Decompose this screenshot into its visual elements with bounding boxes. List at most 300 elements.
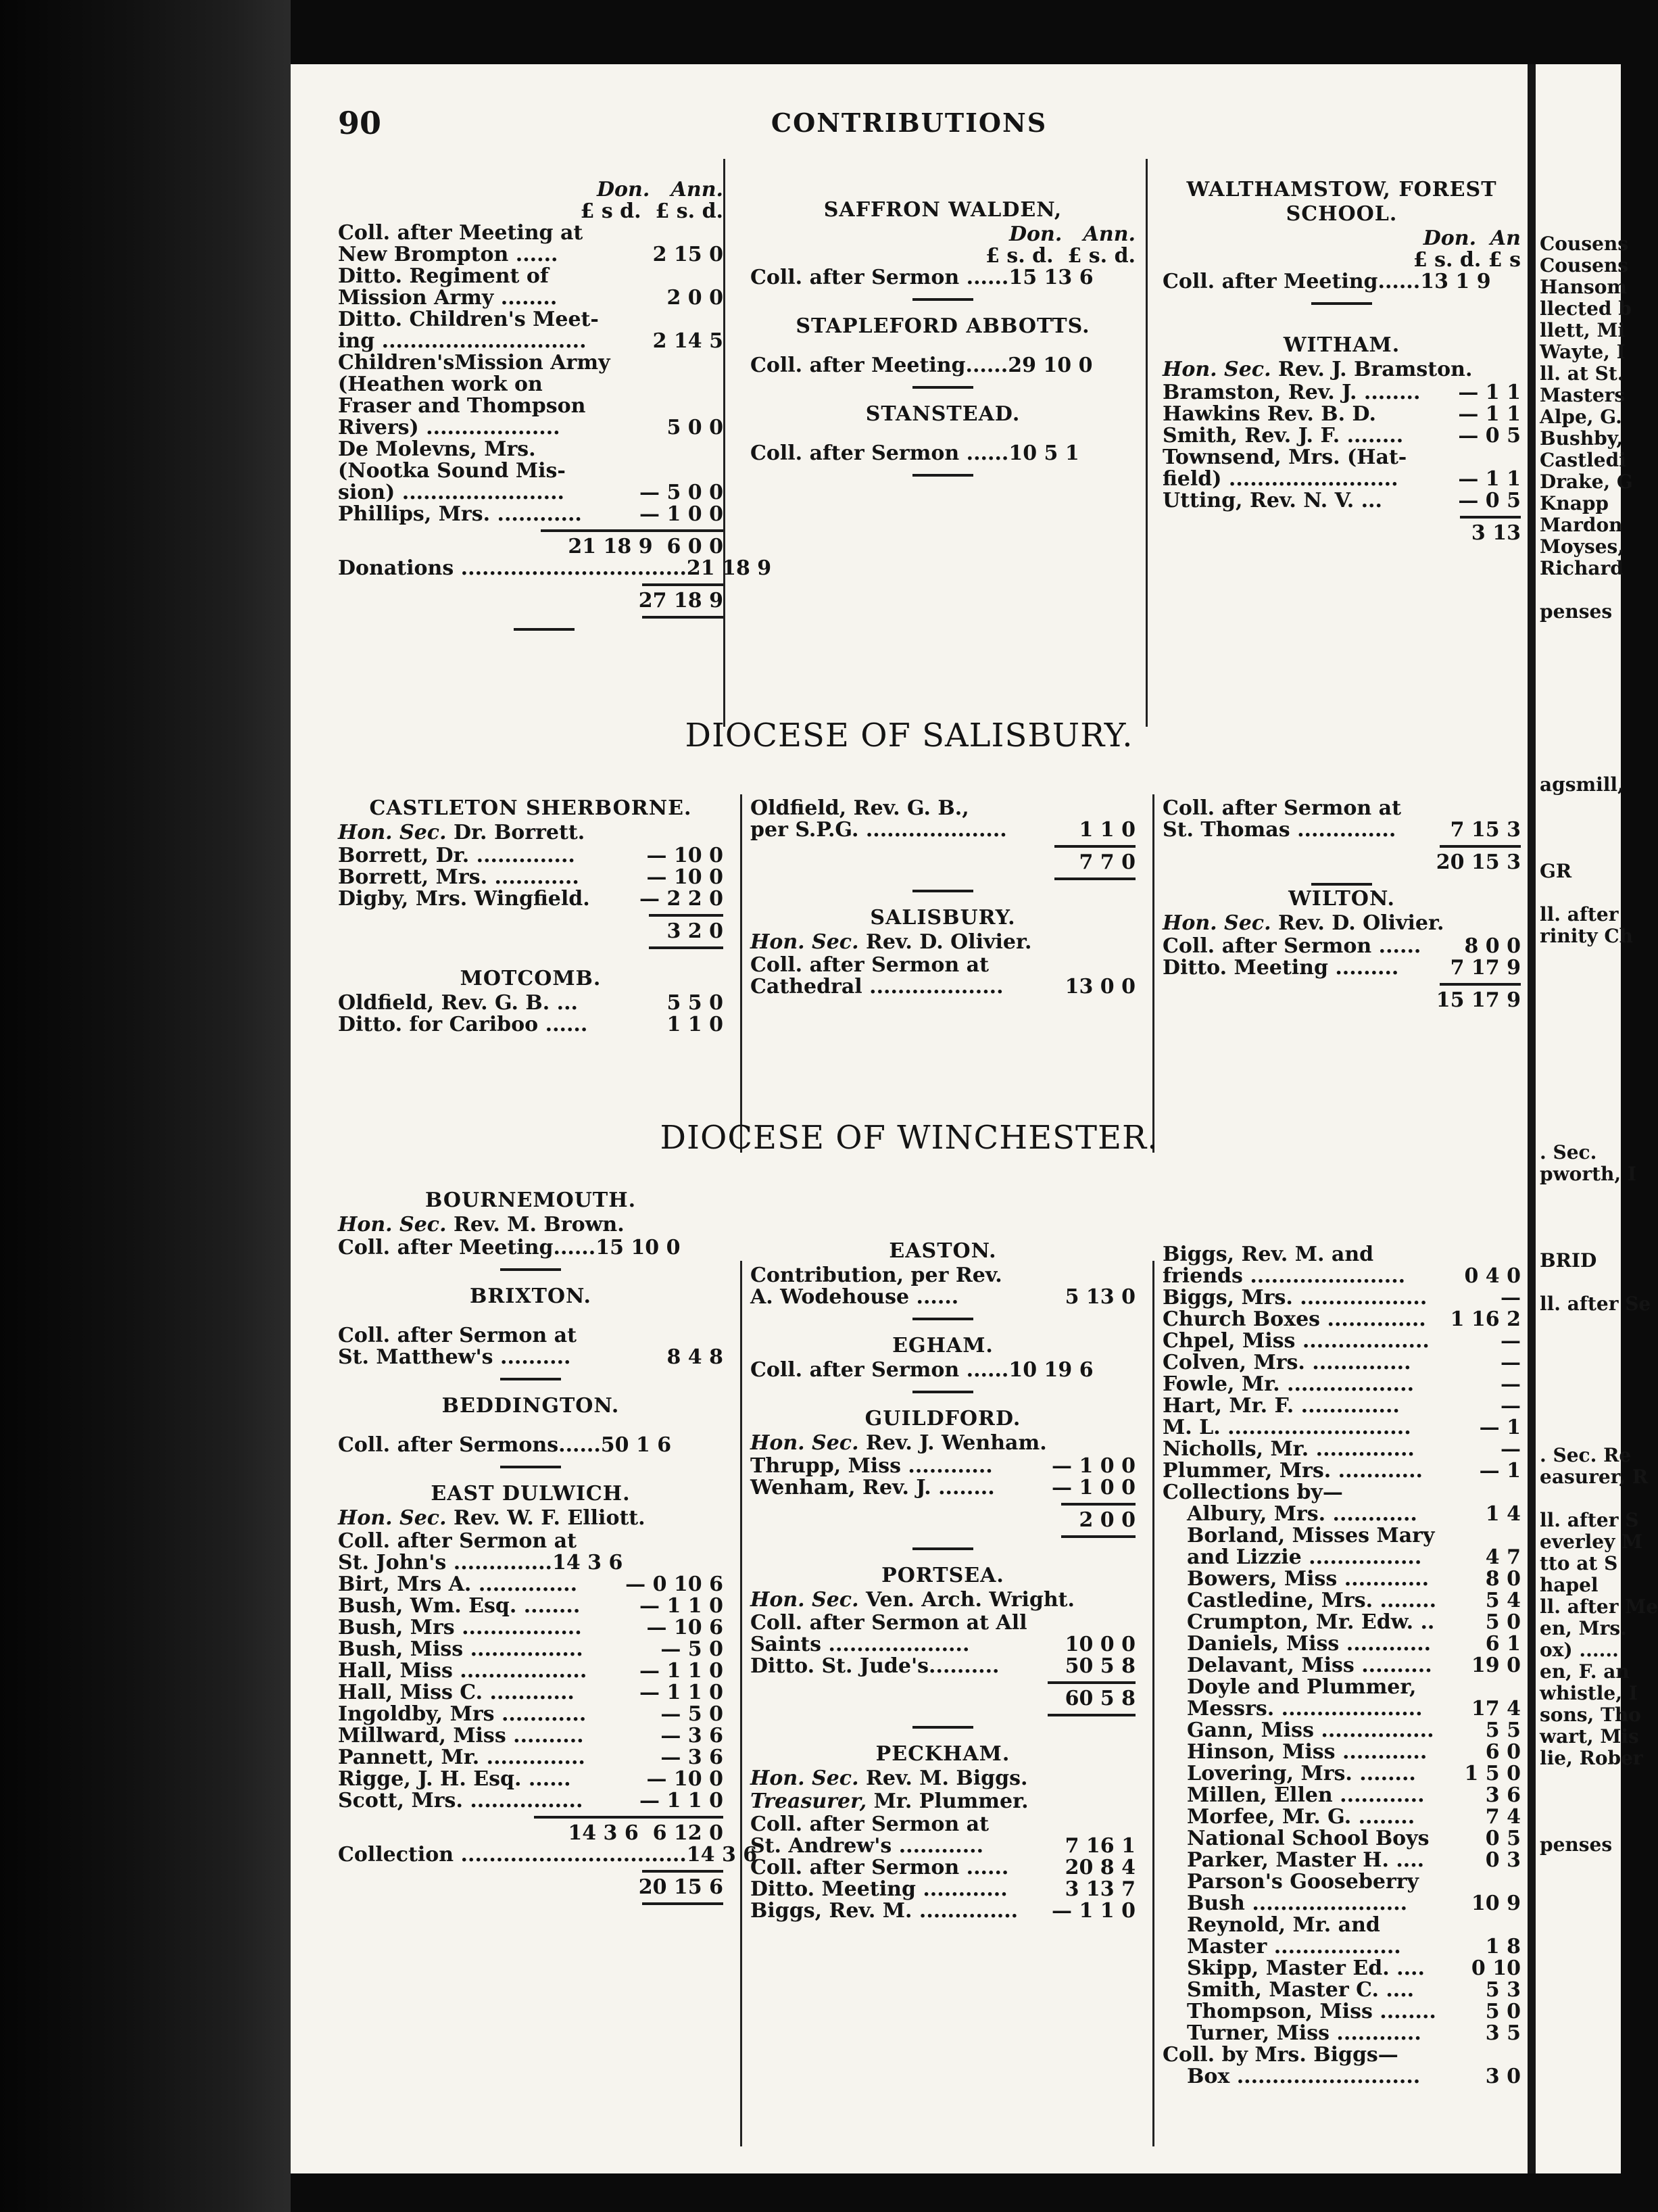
section-title: EAST DULWICH. [431, 1482, 631, 1506]
running-head: CONTRIBUTIONS [771, 107, 1048, 138]
entry-line [338, 845, 723, 867]
sum-rule [642, 583, 723, 586]
entry-line: Coll. after Sermon ......15 13 6 [750, 266, 1094, 289]
entry-amount: — 2 2 0 [639, 887, 723, 911]
facing-page-line: GR [1540, 860, 1572, 882]
entry-amount: — 1 0 0 [1052, 1454, 1136, 1478]
facing-page-edge [1536, 64, 1658, 2173]
entry-text: Bramston, Rev. J. ........ [1163, 381, 1421, 404]
entry-amount: — 1 1 0 [639, 1594, 723, 1618]
entry-text: New Brompton ...... [338, 243, 558, 266]
entry-line: Coll. after Meeting......15 10 0 [338, 1236, 681, 1259]
entry-text: Pannett, Mr. .............. [338, 1746, 585, 1769]
entry-text: Colven, Mrs. .............. [1163, 1351, 1411, 1374]
section-divider [912, 1547, 973, 1550]
entry-text: (Heathen work on [338, 372, 543, 396]
column-header: Don. Ann. [1009, 222, 1136, 246]
facing-page-line: . Sec. [1540, 1141, 1597, 1163]
entry-line [1163, 1525, 1521, 1547]
entry-line [1163, 1352, 1521, 1374]
column-2-winchester [750, 1241, 1136, 1922]
hon-sec: Hon. Sec. Rev. D. Olivier. [1163, 911, 1444, 935]
section-title: SCHOOL. [1286, 202, 1398, 226]
entry-line: Coll. after Sermons......50 1 6 [338, 1433, 672, 1457]
sum-rule [1054, 845, 1136, 848]
entry-text: Mission Army ........ [338, 286, 558, 310]
facing-page-line: BRID [1540, 1249, 1597, 1272]
facing-page-line [1540, 1185, 1621, 1207]
entry-text: Lovering, Mrs. ........ [1187, 1762, 1416, 1785]
treasurer: Treasurer, Mr. Plummer. [750, 1789, 1029, 1813]
facing-page-line: tto at S [1540, 1552, 1618, 1574]
entry-line [338, 309, 723, 331]
section-title: WILTON. [1288, 887, 1395, 911]
entry-amount: 0 3 [1485, 1848, 1521, 1872]
entry-amount: 7 4 [1485, 1805, 1521, 1829]
hon-sec: Hon. Sec. Rev. D. Olivier. [750, 930, 1032, 954]
entry-text: Smith, Rev. J. F. ........ [1163, 424, 1404, 448]
facing-page-line: penses [1540, 600, 1613, 623]
entry-line [1163, 1330, 1521, 1352]
facing-page-line: Wayte, I [1540, 341, 1626, 363]
entry-amount: 1 5 0 [1464, 1762, 1521, 1785]
column-3-winchester [1163, 1244, 1521, 2088]
section-divider [912, 890, 973, 892]
entry-text: St. Thomas .............. [1163, 818, 1396, 842]
entry-amount: 4 7 [1485, 1545, 1521, 1569]
entry-text: Daniels, Miss ............ [1187, 1632, 1432, 1656]
entry-line [338, 1325, 723, 1347]
entry-line [1163, 1309, 1521, 1330]
entry-text: Smith, Master C. .... [1187, 1978, 1415, 2002]
entry-amount: — [1501, 1394, 1521, 1418]
facing-page-line: ll. after Me [1540, 1595, 1658, 1618]
entry-amount: 1 1 0 [666, 1013, 723, 1036]
entry-text: Messrs. .................... [1187, 1697, 1423, 1721]
entry-line [1163, 1828, 1521, 1850]
entry-amount: — 3 6 [660, 1724, 723, 1748]
section-title: BRIXTON. [469, 1284, 591, 1308]
facing-page-line: lie, Rober [1540, 1747, 1643, 1769]
entry-line [338, 417, 723, 439]
entry-amount: 6 1 [1485, 1632, 1521, 1656]
facing-page-line: agsmill, [1540, 773, 1624, 796]
entry-line [750, 1456, 1136, 1477]
column-header: Don. An [1423, 226, 1521, 250]
entry-line [338, 1704, 723, 1725]
facing-page-line [1540, 1228, 1621, 1250]
entry-text: Scott, Mrs. ................ [338, 1789, 583, 1812]
entry-line [1163, 382, 1521, 404]
entry-amount: 5 0 0 [666, 416, 723, 439]
facing-page-line [1540, 1272, 1621, 1293]
facing-page-line [1540, 969, 1621, 990]
entry-text: Townsend, Mrs. (Hat- [1163, 446, 1407, 469]
hon-sec: Hon. Sec. Rev. W. F. Elliott. [338, 1506, 645, 1530]
entry-amount: 19 0 [1471, 1654, 1521, 1677]
facing-page-line [1540, 947, 1621, 969]
section-divider [500, 1268, 561, 1271]
entry-line [338, 1747, 723, 1769]
page-90 [291, 64, 1528, 2173]
entry-line [338, 992, 723, 1014]
entry-line: Coll. after Meeting......29 10 0 [750, 354, 1093, 377]
entry-text: Castledine, Mrs. ........ [1187, 1589, 1437, 1612]
entry-line [1163, 1612, 1521, 1633]
entry-text: Plummer, Mrs. ............ [1163, 1459, 1423, 1483]
entry-line [1163, 1958, 1521, 1979]
entry-line [750, 819, 1136, 841]
sum-rule [642, 616, 723, 619]
entry-amount: — [1501, 1329, 1521, 1353]
entry-line [750, 1879, 1136, 1900]
entry-amount: 8 0 [1485, 1567, 1521, 1591]
entry-text: Hall, Miss C. ............ [338, 1681, 575, 1704]
entry-line [338, 1552, 723, 1574]
entry-line [1163, 1374, 1521, 1395]
total: 27 18 9 [638, 589, 723, 612]
section-title: GUILDFORD. [864, 1407, 1021, 1430]
column-rule [1146, 159, 1148, 727]
entry-text: Utting, Rev. N. V. ... [1163, 489, 1382, 512]
section-title: MOTCOMB. [460, 967, 602, 990]
entry-line [338, 1682, 723, 1704]
section-title: SAFFRON WALDEN, [823, 198, 1063, 222]
facing-page-line [1540, 1034, 1621, 1055]
entry-amount: 3 13 7 [1065, 1877, 1136, 1901]
facing-page-line: sons, Tho [1540, 1704, 1641, 1726]
facing-page-line [1540, 709, 1621, 731]
sum-rule [541, 529, 723, 532]
sum-rule [1048, 1681, 1136, 1684]
section-divider [1311, 302, 1372, 305]
section-title: EGHAM. [892, 1334, 994, 1357]
entry-text: Coll. after Sermon at [750, 953, 989, 977]
total: 20 15 3 [1436, 850, 1521, 874]
entry-line [338, 460, 723, 482]
entry-text: Coll. after Sermon at [1163, 796, 1401, 820]
entry-line [1163, 1482, 1521, 1504]
facing-page-line [1540, 1120, 1621, 1142]
entry-amount: 0 10 [1471, 1956, 1521, 1980]
entry-amount: 5 5 0 [666, 991, 723, 1015]
entry-text: Children'sMission Army [338, 351, 610, 375]
entry-amount: — 10 0 [646, 865, 723, 889]
facing-page-line [1540, 1358, 1621, 1380]
entry-text: Chpel, Miss .................. [1163, 1329, 1430, 1353]
entry-amount: 13 0 0 [1065, 975, 1136, 999]
facing-page-line [1540, 666, 1621, 688]
facing-page-line: ll. after S [1540, 1509, 1639, 1531]
section-title: EASTON. [889, 1239, 997, 1263]
facing-page-line: hapel [1540, 1574, 1599, 1596]
entry-line [750, 1857, 1136, 1879]
entry-text: Parson's Gooseberry [1187, 1870, 1419, 1894]
facing-page-line [1540, 1315, 1621, 1337]
column-header-units: £ s. d. £ s. d. [985, 244, 1136, 268]
entry-text: Skipp, Master Ed. .... [1187, 1956, 1425, 1980]
facing-page-line: . Sec. Re [1540, 1444, 1632, 1466]
entry-amount: — 1 1 [1458, 381, 1521, 404]
total: 20 15 6 [638, 1875, 723, 1899]
entry-line [750, 1612, 1136, 1634]
entry-text: Ingoldby, Mrs ............ [338, 1702, 587, 1726]
entry-line [1163, 936, 1521, 957]
total: 3 2 0 [666, 919, 723, 943]
entry-text: National School Boys [1187, 1827, 1430, 1850]
column-rule [740, 1261, 742, 2146]
entry-amount: — 1 1 [1458, 402, 1521, 426]
facing-page-line: Richard [1540, 557, 1624, 579]
entry-line [1163, 2001, 1521, 2023]
entry-amount: 1 8 [1485, 1935, 1521, 1958]
entry-line [1163, 1417, 1521, 1439]
entry-text: Oldfield, Rev. G. B., [750, 796, 969, 820]
facing-page-line: penses [1540, 1833, 1613, 1856]
entry-text: Wenham, Rev. J. ........ [750, 1476, 995, 1499]
entry-amount: 20 8 4 [1065, 1856, 1136, 1879]
entry-text: Fraser and Thompson [338, 394, 586, 418]
entry-text: A. Wodehouse ...... [750, 1285, 959, 1309]
entry-text: Bush, Wm. Esq. ........ [338, 1594, 581, 1618]
entry-text: Contribution, per Rev. [750, 1264, 1002, 1287]
facing-page-line [1540, 731, 1621, 752]
entry-line [750, 976, 1136, 998]
entry-amount: 5 5 [1485, 1718, 1521, 1742]
entry-line [1163, 1287, 1521, 1309]
entry-line [338, 888, 723, 910]
entry-line [1163, 1720, 1521, 1741]
facing-page-line [1540, 1207, 1621, 1228]
entry-line [1163, 1590, 1521, 1612]
section-divider [1311, 883, 1372, 886]
entry-line [750, 955, 1136, 976]
entry-text: Morfee, Mr. G. ........ [1187, 1805, 1415, 1829]
entry-line [1163, 425, 1521, 447]
hon-sec: Hon. Sec. Ven. Arch. Wright. [750, 1588, 1075, 1612]
entry-line [338, 374, 723, 395]
entry-text: Coll. by Mrs. Biggs— [1163, 2043, 1398, 2067]
section-divider [912, 1391, 973, 1393]
facing-page-line [1540, 1791, 1621, 1812]
entry-amount: 2 0 0 [666, 286, 723, 310]
facing-page-line: easurer, R [1540, 1466, 1649, 1488]
entry-text: Crumpton, Mr. Edw. .. [1187, 1610, 1435, 1634]
entry-text: Collections by— [1163, 1481, 1343, 1504]
entry-amount: — 1 0 0 [1052, 1476, 1136, 1499]
entry-line [1163, 1936, 1521, 1958]
entry-amount: — [1501, 1437, 1521, 1461]
entry-amount: — 1 1 0 [639, 1659, 723, 1683]
entry-text: Gann, Miss ................ [1187, 1718, 1434, 1742]
facing-page-line: everley M [1540, 1531, 1643, 1553]
subtotal: 21 18 9 6 0 0 [568, 535, 723, 558]
donations-line: Donations ................................ 21 18 9 [338, 556, 772, 580]
entry-amount: 50 5 8 [1065, 1654, 1136, 1678]
section-divider [912, 474, 973, 477]
facing-page-line [1540, 688, 1621, 709]
entry-text: St. Andrew's ............ [750, 1834, 984, 1858]
sum-rule [1061, 1535, 1136, 1538]
entry-line [338, 1660, 723, 1682]
entry-text: Ditto. Meeting ............ [750, 1877, 1008, 1901]
entry-line [1163, 1633, 1521, 1655]
entry-line [338, 1790, 723, 1812]
entry-amount: — 0 10 6 [625, 1572, 723, 1596]
entry-line [1163, 1698, 1521, 1720]
entry-amount: 5 3 [1485, 1978, 1521, 2002]
entry-text: Millen, Ellen ............ [1187, 1783, 1425, 1807]
entry-line: Coll. after Sermon ......10 19 6 [750, 1358, 1094, 1382]
facing-page-line [1540, 990, 1621, 1012]
facing-page-line: Hansom [1540, 276, 1628, 298]
book-spine [0, 0, 291, 2212]
entry-text: Ditto. Regiment of [338, 264, 549, 288]
total: 3 13 [1471, 521, 1521, 545]
entry-amount: — 1 1 [1458, 467, 1521, 491]
entry-amount: 10 0 0 [1065, 1633, 1136, 1656]
facing-page-line [1540, 882, 1621, 904]
entry-line [338, 244, 723, 266]
facing-page-line: Alpe, G. [1540, 406, 1622, 428]
facing-page-line [1540, 1337, 1621, 1358]
entry-amount: 5 13 0 [1065, 1285, 1136, 1309]
diocese-heading: DIOCESE OF SALISBURY. [685, 717, 1133, 754]
entry-text: Thrupp, Miss ............ [750, 1454, 993, 1478]
facing-page-line [1540, 644, 1621, 666]
facing-page-line: ll. at St. [1540, 362, 1624, 385]
entry-text: Borland, Misses Mary [1187, 1524, 1435, 1547]
hon-sec: Hon. Sec. Rev. J. Bramston. [1163, 358, 1473, 381]
entry-line [1163, 1439, 1521, 1460]
entry-line [338, 1769, 723, 1790]
facing-page-line: rinity Ch [1540, 925, 1633, 947]
entry-line [338, 395, 723, 417]
entry-line [750, 1287, 1136, 1308]
entry-amount: — 1 1 0 [639, 1681, 723, 1704]
entry-amount: 17 4 [1471, 1697, 1521, 1721]
column-3-top [1163, 179, 1521, 544]
entry-text: Albury, Mrs. ............ [1187, 1502, 1417, 1526]
entry-text: Bowers, Miss ............ [1187, 1567, 1430, 1591]
total: 60 5 8 [1065, 1687, 1136, 1710]
facing-page-line [1540, 1077, 1621, 1099]
section-title: STAPLEFORD ABBOTTS. [796, 314, 1090, 338]
entry-line [338, 266, 723, 287]
entry-text: ing ............................. [338, 329, 587, 353]
entry-amount: — 10 6 [646, 1616, 723, 1639]
entry-line [338, 504, 723, 525]
entry-line [1163, 1266, 1521, 1287]
facing-page-line [1540, 1055, 1621, 1077]
sum-rule [649, 946, 723, 949]
entry-line [338, 1347, 723, 1368]
facing-page-line [1540, 817, 1621, 839]
section-divider [912, 1318, 973, 1320]
entry-text: sion) ....................... [338, 481, 564, 504]
entry-text: friends ...................... [1163, 1264, 1406, 1288]
entry-line: Coll. after Sermon ......10 5 1 [750, 441, 1079, 465]
entry-text: Box .......................... [1187, 2065, 1421, 2088]
entry-text: Coll. after Sermon at [338, 1324, 577, 1347]
entry-line [1163, 957, 1521, 979]
sum-rule [1460, 516, 1521, 519]
entry-amount: — 1 [1479, 1459, 1521, 1483]
column-header-units: £ s d. £ s. d. [580, 199, 723, 223]
column-rule [1152, 1261, 1154, 2146]
section-title: BEDDINGTON. [441, 1394, 620, 1418]
entry-amount: 1 1 0 [1079, 818, 1136, 842]
column-rule [740, 794, 742, 1153]
entry-line [1163, 1785, 1521, 1806]
entry-amount: 7 16 1 [1065, 1834, 1136, 1858]
hon-sec: Hon. Sec. Rev. M. Brown. [338, 1213, 625, 1236]
entry-text: Coll. after Sermon at [338, 1529, 577, 1553]
entry-line [1163, 2023, 1521, 2044]
total: 15 17 9 [1436, 988, 1521, 1012]
entry-text: Delavant, Miss .......... [1187, 1654, 1432, 1677]
entry-text: Borrett, Dr. .............. [338, 844, 575, 867]
entry-text: Rigge, J. H. Esq. ...... [338, 1767, 571, 1791]
entry-amount: — 5 0 0 [639, 481, 723, 504]
entry-text: Bush ...................... [1187, 1892, 1408, 1915]
entry-amount: — 1 0 0 [639, 502, 723, 526]
entry-text: Saints .................... [750, 1633, 970, 1656]
hon-sec: Hon. Sec. Rev. M. Biggs. [750, 1766, 1028, 1790]
entry-text: (Nootka Sound Mis- [338, 459, 566, 483]
entry-text: Doyle and Plummer, [1187, 1675, 1417, 1699]
entry-text: Oldfield, Rev. G. B. ... [338, 991, 579, 1015]
entry-text: Ditto. Children's Meet- [338, 308, 599, 331]
entry-line [1163, 1871, 1521, 1893]
facing-page-line [1540, 796, 1621, 817]
section-divider [912, 1726, 973, 1729]
entry-line [1163, 1763, 1521, 1785]
entry-line [1163, 1850, 1521, 1871]
section-title: PORTSEA. [881, 1564, 1004, 1587]
entry-amount: 2 15 0 [652, 243, 723, 266]
sum-rule [534, 1816, 723, 1819]
facing-page-line: Knapp [1540, 492, 1609, 514]
entry-text: and Lizzie ................ [1187, 1545, 1422, 1569]
entry-amount: 8 4 8 [666, 1345, 723, 1369]
entry-text: Ditto. Meeting ......... [1163, 956, 1399, 980]
entry-line [1163, 1547, 1521, 1568]
facing-page-line: llett, Mi [1540, 319, 1626, 341]
entry-line [750, 1835, 1136, 1857]
entry-text: Borrett, Mrs. ............ [338, 865, 579, 889]
entry-line [750, 1634, 1136, 1656]
entry-text: Birt, Mrs A. .............. [338, 1572, 578, 1596]
section-title: WALTHAMSTOW, FOREST [1186, 178, 1497, 201]
section-divider [912, 298, 973, 301]
entry-text: Biggs, Rev. M. .............. [750, 1899, 1019, 1923]
entry-text: St. Matthew's .......... [338, 1345, 571, 1369]
entry-amount: 3 5 [1485, 2021, 1521, 2045]
entry-text: Millward, Miss .......... [338, 1724, 584, 1748]
entry-text: Coll. after Sermon at [750, 1812, 989, 1836]
facing-page-line [1540, 1012, 1621, 1034]
entry-text: Fowle, Mr. .................. [1163, 1372, 1415, 1396]
entry-amount: — 10 0 [646, 844, 723, 867]
column-header-units: £ s. d. £ s [1413, 248, 1521, 272]
entry-text: Phillips, Mrs. ............ [338, 502, 582, 526]
section-divider [500, 1466, 561, 1468]
entry-line [750, 1477, 1136, 1499]
entry-amount: 10 9 [1471, 1892, 1521, 1915]
entry-text: Nicholls, Mr. .............. [1163, 1437, 1415, 1461]
entry-amount: — [1501, 1351, 1521, 1374]
